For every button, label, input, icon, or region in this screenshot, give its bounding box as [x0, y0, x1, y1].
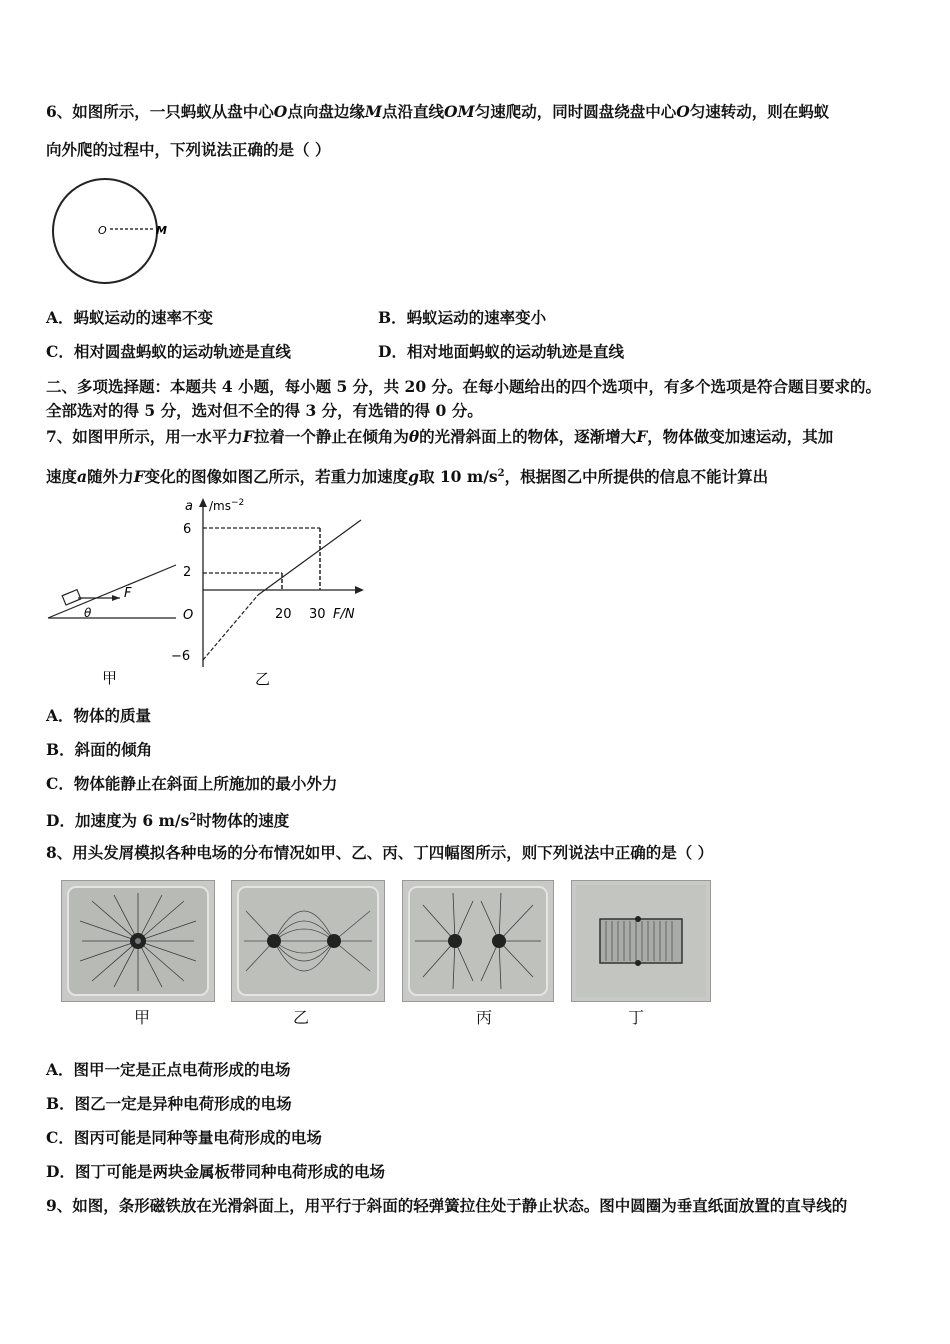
q6-option-d: D．相对地面蚂蚁的运动轨迹是直线 [378, 342, 624, 361]
svg-text:θ: θ [84, 606, 92, 620]
q8-photo-ding [571, 880, 711, 1002]
svg-text:F/N: F/N [333, 607, 355, 622]
q8-stem: 8、用头发屑模拟各种电场的分布情况如甲、乙、丙、丁四幅图所示，则下列说法中正确的是（ ） [46, 843, 714, 862]
svg-text:2: 2 [183, 565, 192, 580]
svg-text:−6: −6 [171, 649, 191, 664]
q8-caption-ding: 丁 [628, 1008, 645, 1027]
q7-graph-figure [165, 492, 375, 692]
q6-option-a: A．蚂蚁运动的速率不变 [46, 308, 214, 327]
q7-option-d: D．加速度为 6 $m/s^2$时物体的速度 [46, 811, 290, 831]
q6-option-c: C．相对圆盘蚂蚁的运动轨迹是直线 [46, 342, 291, 361]
q7-stem-line1: 7、如图甲所示，用一水平力F拉着一个静止在倾角为θ的光滑斜面上的物体，逐渐增大F，物体做变加速运动，其加 [46, 427, 834, 446]
q8-photo-yi [231, 880, 385, 1002]
q8-caption-jia: 甲 [134, 1008, 151, 1027]
graph-unit: $/ms^{-2}$ [209, 498, 245, 513]
q6-stem-line2: 向外爬的过程中，下列说法正确的是（ ） [46, 140, 331, 159]
svg-text:乙: 乙 [255, 670, 271, 688]
q8-option-d: D．图丁可能是两块金属板带同种电荷形成的电场 [46, 1162, 385, 1181]
q8-option-b: B．图乙一定是异种电荷形成的电场 [46, 1094, 292, 1113]
section2-instructions-line2: 全部选对的得 5 分，选对但不全的得 3 分，有选错的得 0 分。 [46, 401, 483, 420]
svg-text:a: a [185, 499, 193, 514]
q6-disk-figure [48, 176, 178, 286]
q8-option-a: A．图甲一定是正点电荷形成的电场 [46, 1060, 291, 1079]
q6-option-b: B．蚂蚁运动的速率变小 [378, 308, 547, 327]
svg-text:30: 30 [309, 607, 326, 622]
section2-instructions-line1: 二、多项选择题：本题共 4 小题，每小题 5 分，共 20 分。在每小题给出的四个选项中，有多个选项是符合题目要求的。 [46, 377, 882, 396]
q7-stem-line2: 速度a随外力F变化的图像如图乙所示，若重力加速度g取 10 $m/s^2$，根据图乙中所提供的信息不能计算出 [46, 467, 769, 487]
svg-text:20: 20 [275, 607, 292, 622]
q8-photo-bing [402, 880, 554, 1002]
q7-option-b: B．斜面的倾角 [46, 740, 153, 759]
svg-text:O: O [98, 224, 107, 237]
svg-text:F: F [124, 586, 132, 601]
q8-caption-bing: 丙 [476, 1008, 493, 1027]
svg-text:O: O [183, 608, 194, 623]
svg-text:M: M [156, 224, 167, 237]
q9-stem: 9、如图，条形磁铁放在光滑斜面上，用平行于斜面的轻弹簧拉住处于静止状态。图中圆圈为垂直纸面放置的直导线的 [46, 1196, 848, 1215]
q8-caption-yi: 乙 [293, 1008, 310, 1027]
svg-text:甲: 甲 [102, 669, 118, 687]
svg-text:6: 6 [183, 522, 192, 537]
q8-photo-jia [61, 880, 215, 1002]
q7-option-a: A．物体的质量 [46, 706, 152, 725]
q7-option-c: C．物体能静止在斜面上所施加的最小外力 [46, 774, 338, 793]
q6-stem-line1: 6、如图所示，一只蚂蚁从盘中心O点向盘边缘M点沿直线OM匀速爬动，同时圆盘绕盘中心O匀速转动，则在蚂蚁 [46, 102, 830, 121]
q8-option-c: C．图丙可能是同种等量电荷形成的电场 [46, 1128, 322, 1147]
